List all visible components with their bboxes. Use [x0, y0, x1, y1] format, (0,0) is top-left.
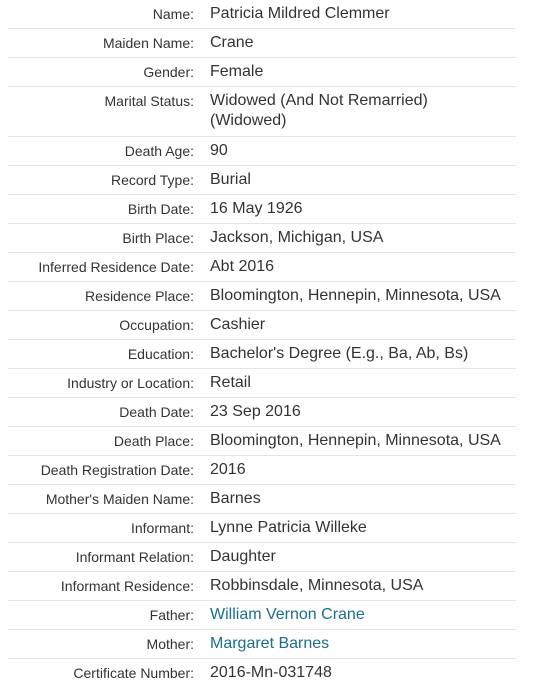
field-label-death-registration-date: Death Registration Date:: [40, 462, 194, 478]
row-death-place: [8, 427, 516, 456]
field-label-record-type: Record Type:: [110, 172, 194, 188]
field-value-marital-status: Widowed (And Not Remarried) (Widowed): [210, 92, 428, 129]
field-value-death-registration-date: 2016: [210, 461, 246, 478]
field-value-death-age: 90: [210, 142, 228, 159]
row-gender: [8, 58, 516, 87]
row-informant: [8, 514, 516, 543]
field-label-birth-date: Birth Date:: [127, 201, 194, 217]
field-value-record-type: Burial: [210, 171, 251, 188]
field-label-name: Name:: [152, 6, 194, 22]
field-label-education: Education:: [127, 346, 194, 362]
row-mother: [8, 630, 516, 659]
row-certificate-number: [8, 659, 516, 687]
row-death-age: [8, 137, 516, 166]
field-value-birth-date: 16 May 1926: [210, 200, 303, 217]
row-mothers-maiden-name: [8, 485, 516, 514]
row-maiden-name: [8, 29, 516, 58]
field-label-occupation: Occupation:: [119, 317, 194, 333]
mother-link[interactable]: Margaret Barnes: [210, 635, 330, 652]
row-birth-date: [8, 195, 516, 224]
field-label-informant: Informant:: [130, 520, 194, 536]
field-label-mother: Mother:: [146, 636, 194, 652]
row-death-registration-date: [8, 456, 516, 485]
field-value-education: Bachelor's Degree (E.g., Ba, Ab, Bs): [210, 345, 469, 362]
field-value-gender: Female: [210, 63, 264, 80]
row-informant-residence: [8, 572, 516, 601]
field-label-informant-residence: Informant Residence:: [60, 578, 194, 594]
row-occupation: [8, 311, 516, 340]
field-value-residence-place: Bloomington, Hennepin, Minnesota, USA: [210, 287, 501, 304]
field-value-informant-residence: Robbinsdale, Minnesota, USA: [210, 577, 424, 594]
row-name: [8, 0, 516, 29]
field-label-certificate-number: Certificate Number:: [73, 665, 194, 681]
field-value-death-date: 23 Sep 2016: [210, 403, 301, 420]
field-label-gender: Gender:: [143, 64, 194, 80]
record-details-table: [8, 0, 516, 687]
field-value-informant: Lynne Patricia Willeke: [210, 519, 367, 536]
row-education: [8, 340, 516, 369]
row-inferred-residence-date: [8, 253, 516, 282]
row-industry-or-location: [8, 369, 516, 398]
row-marital-status: [8, 87, 516, 137]
row-death-date: [8, 398, 516, 427]
field-value-mothers-maiden-name: Barnes: [210, 490, 261, 507]
field-label-father: Father:: [149, 607, 194, 623]
field-value-birth-place: Jackson, Michigan, USA: [210, 229, 384, 246]
field-value-informant-relation: Daughter: [210, 548, 276, 565]
field-label-marital-status: Marital Status:: [104, 93, 194, 109]
field-label-mothers-maiden-name: Mother's Maiden Name:: [45, 491, 194, 507]
field-value-certificate-number: 2016-Mn-031748: [210, 664, 332, 681]
field-value-inferred-residence-date: Abt 2016: [210, 258, 275, 275]
field-value-maiden-name: Crane: [210, 34, 254, 51]
field-value-name: Patricia Mildred Clemmer: [210, 5, 390, 22]
row-birth-place: [8, 224, 516, 253]
field-label-industry-or-location: Industry or Location:: [67, 375, 194, 391]
field-label-birth-place: Birth Place:: [122, 230, 194, 246]
field-label-informant-relation: Informant Relation:: [75, 549, 194, 565]
field-label-death-age: Death Age:: [124, 143, 194, 159]
field-label-maiden-name: Maiden Name:: [102, 35, 194, 51]
field-label-residence-place: Residence Place:: [85, 288, 194, 304]
field-label-inferred-residence-date: Inferred Residence Date:: [38, 259, 194, 275]
field-label-death-date: Death Date:: [119, 404, 194, 420]
field-label-death-place: Death Place:: [113, 433, 194, 449]
row-informant-relation: [8, 543, 516, 572]
father-link[interactable]: William Vernon Crane: [210, 606, 365, 623]
field-value-industry-or-location: Retail: [210, 374, 251, 391]
field-value-death-place: Bloomington, Hennepin, Minnesota, USA: [210, 432, 501, 449]
row-father: [8, 601, 516, 630]
field-value-occupation: Cashier: [210, 316, 266, 333]
row-residence-place: [8, 282, 516, 311]
row-record-type: [8, 166, 516, 195]
